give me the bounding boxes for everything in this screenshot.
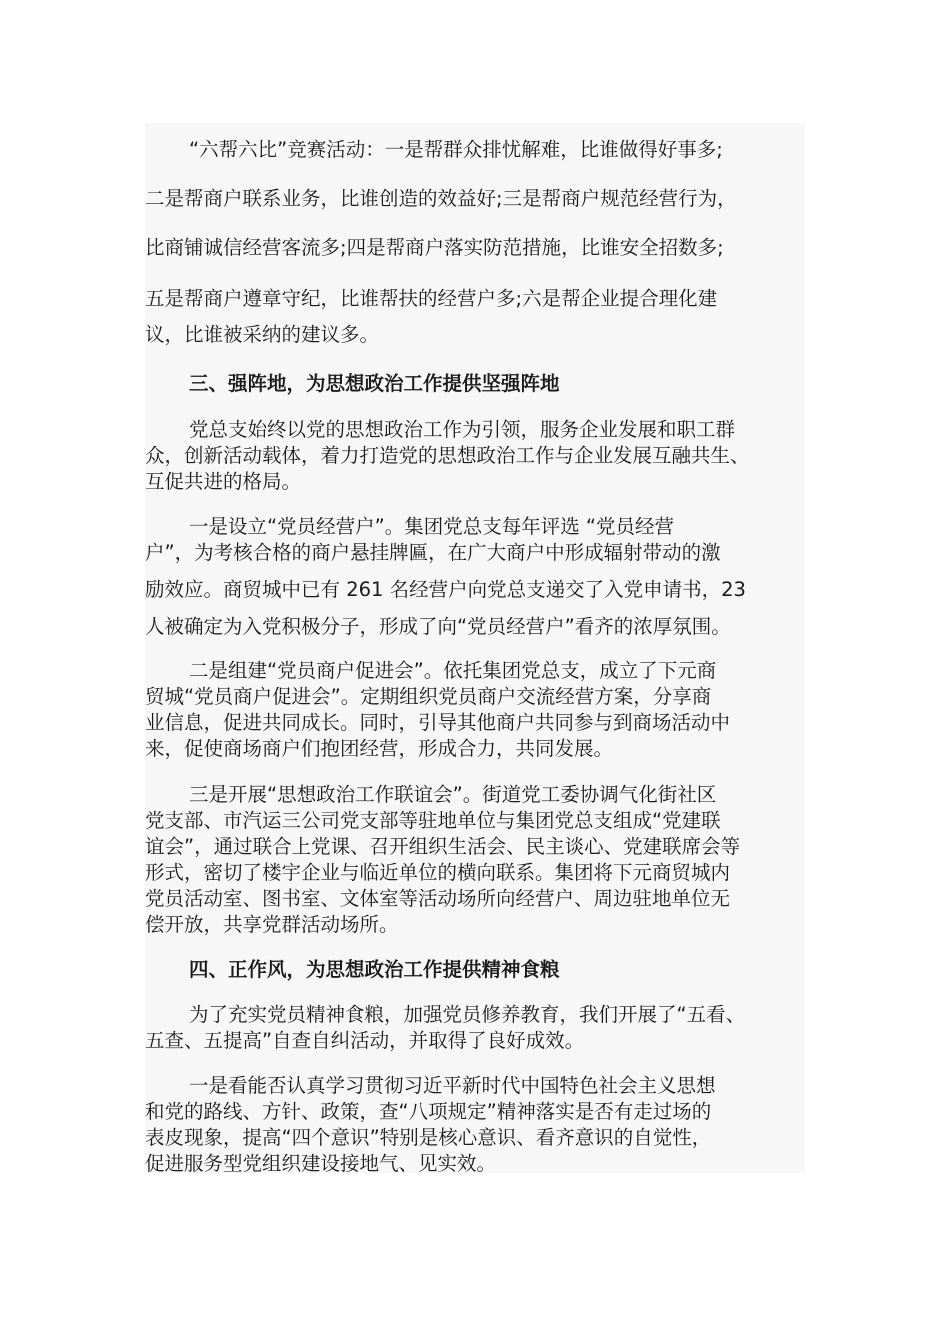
paragraph-line: 谊会”，通过联合上党课、召开组织生活会、民主谈心、党建联席会等 [145,835,741,858]
paragraph-line: 党支部、市汽运三公司党支部等驻地单位与集团党总支组成“党建联 [145,809,721,832]
paragraph-line: 形式，密切了楼宇企业与临近单位的横向联系。集团将下元商贸城内 [145,861,731,884]
paragraph-line: 党员活动室、图书室、文体室等活动场所向经营户、周边驻地单位无 [145,887,731,910]
paragraph-line: 一是设立“党员经营户”。集团党总支每年评选 “党员经营 [189,515,675,538]
paragraph-line: “六帮六比”竞赛活动：一是帮群众排忧解难，比谁做得好事多; [189,138,723,161]
paragraph-line: 众，创新活动载体，着力打造党的思想政治工作与企业发展互融共生、 [145,444,750,467]
paragraph-line: 互促共进的格局。 [145,470,302,493]
paragraph-line: 和党的路线、方针、政策，查“八项规定”精神落实是否有走过场的 [145,1100,712,1123]
paragraph-line: 偿开放，共享党群活动场所。 [145,913,399,936]
paragraph-line: 贸城“党员商户促进会”。定期组织党员商户交流经营方案，分享商 [145,685,712,708]
paragraph-line: 表皮现象，提高“四个意识”特别是核心意识、看齐意识的自觉性， [145,1126,712,1149]
paragraph-line: 为了充实党员精神食粮，加强党员修养教育，我们开展了“五看、 [189,1003,746,1026]
paragraph-line: 人被确定为入党积极分子，形成了向“党员经营户”看齐的浓厚氛围。 [145,615,731,638]
section-heading: 三、强阵地，为思想政治工作提供坚强阵地 [189,372,560,395]
paragraph-line: 二是组建“党员商户促进会”。依托集团党总支，成立了下元商 [189,659,717,682]
paragraph-line: 五查、五提高”自查自纠活动，并取得了良好成效。 [145,1029,585,1052]
paragraph-line: 五是帮商户遵章守纪，比谁帮扶的经营户多;六是帮企业提合理化建 [145,287,718,310]
paragraph-line: 来，促使商场商户们抱团经营，形成合力，共同发展。 [145,737,614,760]
paragraph-line: 议，比谁被采纳的建议多。 [145,323,380,346]
paragraph-line: 三是开展“思想政治工作联谊会”。街道党工委协调气化街社区 [189,783,717,806]
paragraph-line: 二是帮商户联系业务，比谁创造的效益好;三是帮商户规范经营行为， [145,187,737,210]
paragraph-line: 比商铺诚信经营客流多;四是帮商户落实防范措施，比谁安全招数多; [145,236,724,259]
section-heading: 四、正作风，为思想政治工作提供精神食粮 [189,958,560,981]
paragraph-line: 促进服务型党组织建设接地气、见实效。 [145,1152,497,1175]
paragraph-line: 业信息，促进共同成长。同时，引导其他商户共同参与到商场活动中 [145,711,731,734]
paragraph-line: 党总支始终以党的思想政治工作为引领，服务企业发展和职工群 [189,418,736,441]
paragraph-line: 励效应。商贸城中已有 261 名经营户向党总支递交了入党申请书，23 [145,578,746,601]
paragraph-line: 一是看能否认真学习贯彻习近平新时代中国特色社会主义思想 [189,1074,716,1097]
paragraph-line: 户”，为考核合格的商户悬挂牌匾，在广大商户中形成辐射带动的激 [145,541,721,564]
document-body [145,123,805,1173]
